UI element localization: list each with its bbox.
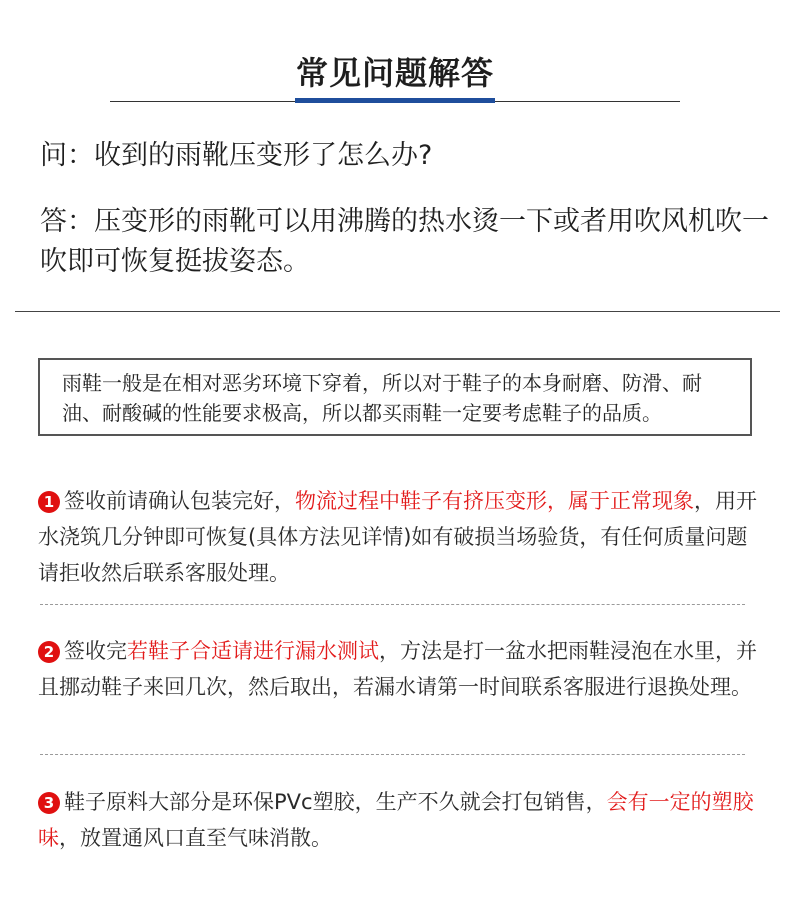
tip-item-3 — [38, 784, 760, 856]
number-badge-icon: 1 — [38, 491, 60, 513]
tip-highlight: 会有一定的塑胶味 — [38, 790, 754, 850]
faq-answer: 答：压变形的雨靴可以用沸腾的热水烫一下或者用吹风机吹一吹即可恢复挺拔姿态。 — [40, 206, 769, 277]
tip-text: ，放置通风口直至气味消散。 — [59, 826, 332, 850]
tip-text: ，用开水浇筑几分钟即可恢复(具体方法见详情)如有破损当场验货，有任何质量问题请拒收然后联系客服处理。 — [38, 489, 757, 585]
notice-box: 雨鞋一般是在相对恶劣环境下穿着，所以对于鞋子的本身耐磨、防滑、耐油、耐酸碱的性能要求极高，所以都买雨鞋一定要考虑鞋子的品质。 — [38, 358, 752, 436]
tip-text: ，方法是打一盆水把雨鞋浸泡在水里，并且挪动鞋子来回几次，然后取出，若漏水请第一时间联系客服进行退换处理。 — [38, 639, 757, 699]
dashed-divider — [40, 604, 745, 605]
tip-item-1 — [38, 483, 760, 591]
section-divider — [15, 311, 780, 312]
number-badge-icon: 3 — [38, 792, 60, 814]
title-container — [0, 48, 790, 104]
tip-text: 签收完 — [64, 639, 127, 663]
number-badge-icon: 2 — [38, 641, 60, 663]
faq-question: 问：收到的雨靴压变形了怎么办? — [40, 140, 433, 171]
tip-text: 签收前请确认包装完好， — [64, 489, 295, 513]
page-title: 常见问题解答 — [295, 54, 494, 92]
tip-item-2 — [38, 633, 760, 705]
tip-text: 鞋子原料大部分是环保PVc塑胶，生产不久就会打包销售， — [64, 790, 607, 814]
tip-highlight: 若鞋子合适请进行漏水测试 — [127, 639, 379, 663]
tip-highlight: 物流过程中鞋子有挤压变形，属于正常现象 — [295, 489, 694, 513]
dashed-divider — [40, 754, 745, 755]
title-accent-bar — [295, 98, 495, 103]
